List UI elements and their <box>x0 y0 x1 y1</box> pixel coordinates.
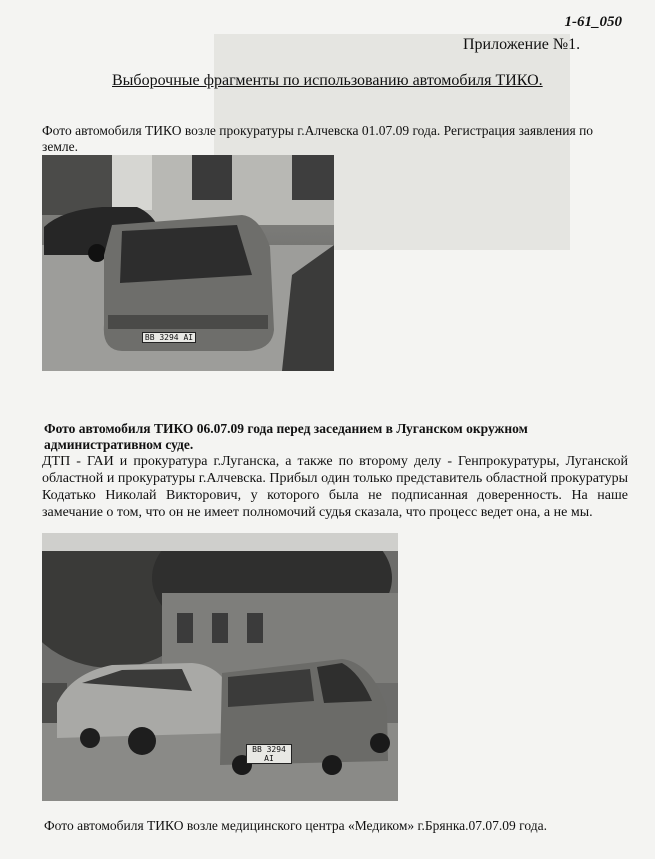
photo2-heading: Фото автомобиля ТИКО 06.07.09 года перед заседанием в Луганском окружном административном суде. <box>44 421 528 452</box>
appendix-label: Приложение №1. <box>463 36 581 53</box>
photo2-license-plate: ВВ 3294 АІ <box>246 744 292 764</box>
photo3-caption: Фото автомобиля ТИКО возле медицинского центра «Медиком» г.Брянка.07.07.09 года. <box>44 818 547 833</box>
photo1-caption: Фото автомобиля ТИКО возле прокуратуры г.Алчевска 01.07.09 года. Регистрация заявления по земле. <box>42 123 594 154</box>
photo-cars-luhansk-court <box>42 533 398 801</box>
photo-car-alchevsk <box>42 155 334 371</box>
document-number: 1-61_050 <box>564 14 622 30</box>
photo1-license-plate: ВВ 3294 АІ <box>142 332 196 343</box>
court-description-paragraph: ДТП - ГАИ и прокуратура г.Луганска, а также по второму делу - Генпрокуратуры, Луганской областной и прокуратуры г.Алчевска. Прибыл один только представитель областной прокуратуры Кодатько Николай Викторович, у которого была не подписанная доверенность. На наше замечание о том, что он не имеет полномочий судья сказала, что процесс ведет она, а не мы. <box>42 454 628 520</box>
page-title: Выборочные фрагменты по использованию автомобиля ТИКО. <box>112 72 543 89</box>
photo2-illustration <box>42 533 398 801</box>
